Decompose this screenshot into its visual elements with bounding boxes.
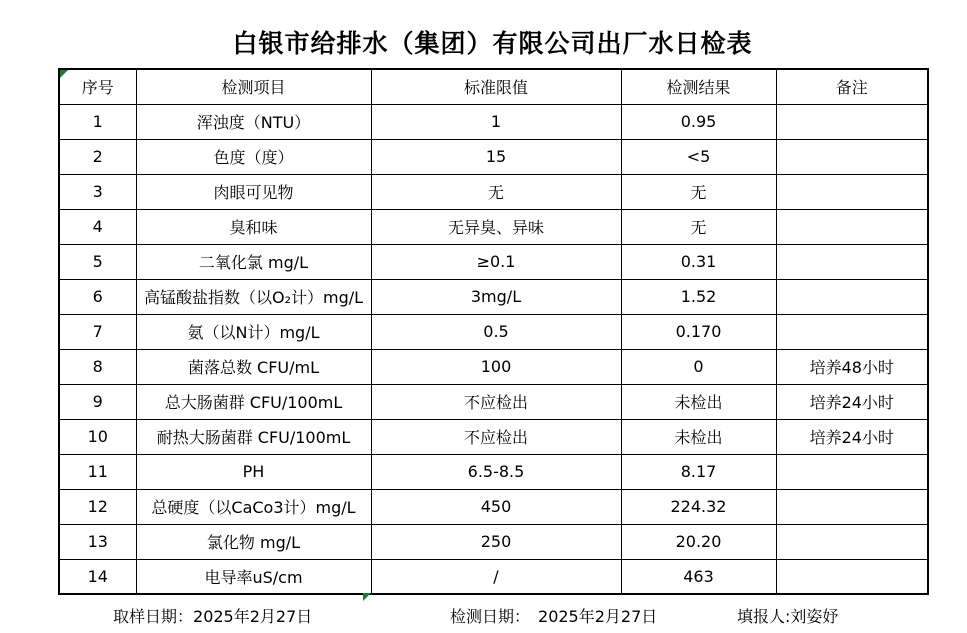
limit-cell: 不应检出 — [371, 384, 621, 419]
result-cell: <5 — [621, 139, 776, 174]
table-row — [59, 209, 928, 244]
item-cell: 电导率uS/cm — [136, 559, 371, 594]
remark-cell — [776, 559, 928, 594]
remark-cell: 培养24小时 — [776, 384, 928, 419]
reporter-label: 填报人: — [737, 607, 791, 626]
limit-cell: 6.5-8.5 — [371, 454, 621, 489]
result-cell: 8.17 — [621, 454, 776, 489]
row-number-cell: 9 — [59, 384, 136, 419]
header-cell-index — [59, 69, 136, 104]
test-date — [450, 604, 657, 627]
row-number-cell: 14 — [59, 559, 136, 594]
item-cell: 高锰酸盐指数（以O₂计）mg/L — [136, 279, 371, 314]
limit-cell: 无 — [371, 174, 621, 209]
header-cell-result: 检测结果 — [621, 69, 776, 104]
remark-cell — [776, 279, 928, 314]
limit-cell: 100 — [371, 349, 621, 384]
remark-cell — [776, 209, 928, 244]
header-row — [59, 69, 928, 104]
remark-cell — [776, 454, 928, 489]
row-number-cell: 4 — [59, 209, 136, 244]
table-row — [59, 244, 928, 279]
result-cell: 463 — [621, 559, 776, 594]
result-cell: 1.52 — [621, 279, 776, 314]
limit-cell: 0.5 — [371, 314, 621, 349]
result-cell: 无 — [621, 209, 776, 244]
table-body — [59, 104, 928, 594]
footer — [0, 604, 967, 628]
item-cell: 肉眼可见物 — [136, 174, 371, 209]
row-number-cell: 3 — [59, 174, 136, 209]
test-date-value: 2025年2月27日 — [538, 607, 658, 626]
limit-cell: 无异臭、异味 — [371, 209, 621, 244]
row-number-cell: 5 — [59, 244, 136, 279]
row-number-cell: 1 — [59, 104, 136, 139]
limit-cell: 不应检出 — [371, 419, 621, 454]
table-row — [59, 139, 928, 174]
row-number-cell: 6 — [59, 279, 136, 314]
table-row — [59, 489, 928, 524]
item-cell: 臭和味 — [136, 209, 371, 244]
table-row — [59, 454, 928, 489]
sampling-date — [113, 604, 312, 627]
item-cell: 色度（度） — [136, 139, 371, 174]
result-cell: 未检出 — [621, 384, 776, 419]
row-number-cell: 8 — [59, 349, 136, 384]
limit-cell: 250 — [371, 524, 621, 559]
remark-cell — [776, 174, 928, 209]
excel-fill-triangle-icon — [363, 593, 371, 601]
page-title: 白银市给排水（集团）有限公司出厂水日检表 — [232, 29, 753, 58]
result-cell: 0.95 — [621, 104, 776, 139]
row-number-cell: 12 — [59, 489, 136, 524]
remark-cell: 培养24小时 — [776, 419, 928, 454]
result-cell: 224.32 — [621, 489, 776, 524]
limit-cell: 15 — [371, 139, 621, 174]
header-cell-remark: 备注 — [776, 69, 928, 104]
item-cell: 总大肠菌群 CFU/100mL — [136, 384, 371, 419]
item-cell: 氨（以N计）mg/L — [136, 314, 371, 349]
sampling-date-value: 2025年2月27日 — [193, 607, 313, 626]
result-cell: 0 — [621, 349, 776, 384]
limit-cell: ≥0.1 — [371, 244, 621, 279]
table-row — [59, 524, 928, 559]
remark-cell: 培养48小时 — [776, 349, 928, 384]
sampling-date-label: 取样日期： — [113, 607, 194, 626]
excel-error-triangle-icon — [60, 70, 68, 78]
limit-cell: 450 — [371, 489, 621, 524]
item-cell: 氯化物 mg/L — [136, 524, 371, 559]
result-cell: 20.20 — [621, 524, 776, 559]
limit-cell: 3mg/L — [371, 279, 621, 314]
remark-cell — [776, 314, 928, 349]
remark-cell — [776, 489, 928, 524]
header-cell-limit: 标准限值 — [371, 69, 621, 104]
limit-cell: 1 — [371, 104, 621, 139]
table-row — [59, 314, 928, 349]
item-cell: PH — [136, 454, 371, 489]
table-row — [59, 419, 928, 454]
remark-cell — [776, 244, 928, 279]
table-row — [59, 174, 928, 209]
item-cell: 二氧化氯 mg/L — [136, 244, 371, 279]
result-cell: 未检出 — [621, 419, 776, 454]
remark-cell — [776, 104, 928, 139]
table-row — [59, 384, 928, 419]
test-date-label: 检测日期： — [450, 607, 531, 626]
item-cell: 菌落总数 CFU/mL — [136, 349, 371, 384]
table-row — [59, 279, 928, 314]
table-row — [59, 559, 928, 594]
table-row — [59, 104, 928, 139]
reporter — [737, 604, 838, 627]
result-cell: 无 — [621, 174, 776, 209]
row-number-cell: 11 — [59, 454, 136, 489]
item-cell: 总硬度（以CaCo3计）mg/L — [136, 489, 371, 524]
item-cell: 耐热大肠菌群 CFU/100mL — [136, 419, 371, 454]
table-row — [59, 349, 928, 384]
row-number-cell: 7 — [59, 314, 136, 349]
reporter-name: 刘姿妤 — [790, 607, 839, 626]
row-number-cell: 2 — [59, 139, 136, 174]
result-cell: 0.31 — [621, 244, 776, 279]
result-cell: 0.170 — [621, 314, 776, 349]
item-cell: 浑浊度（NTU） — [136, 104, 371, 139]
row-number-cell: 10 — [59, 419, 136, 454]
row-number-cell: 13 — [59, 524, 136, 559]
header-label: 序号 — [81, 78, 114, 98]
water-quality-table — [58, 68, 929, 595]
header-cell-item: 检测项目 — [136, 69, 371, 104]
remark-cell — [776, 524, 928, 559]
remark-cell — [776, 139, 928, 174]
limit-cell: / — [371, 559, 621, 594]
